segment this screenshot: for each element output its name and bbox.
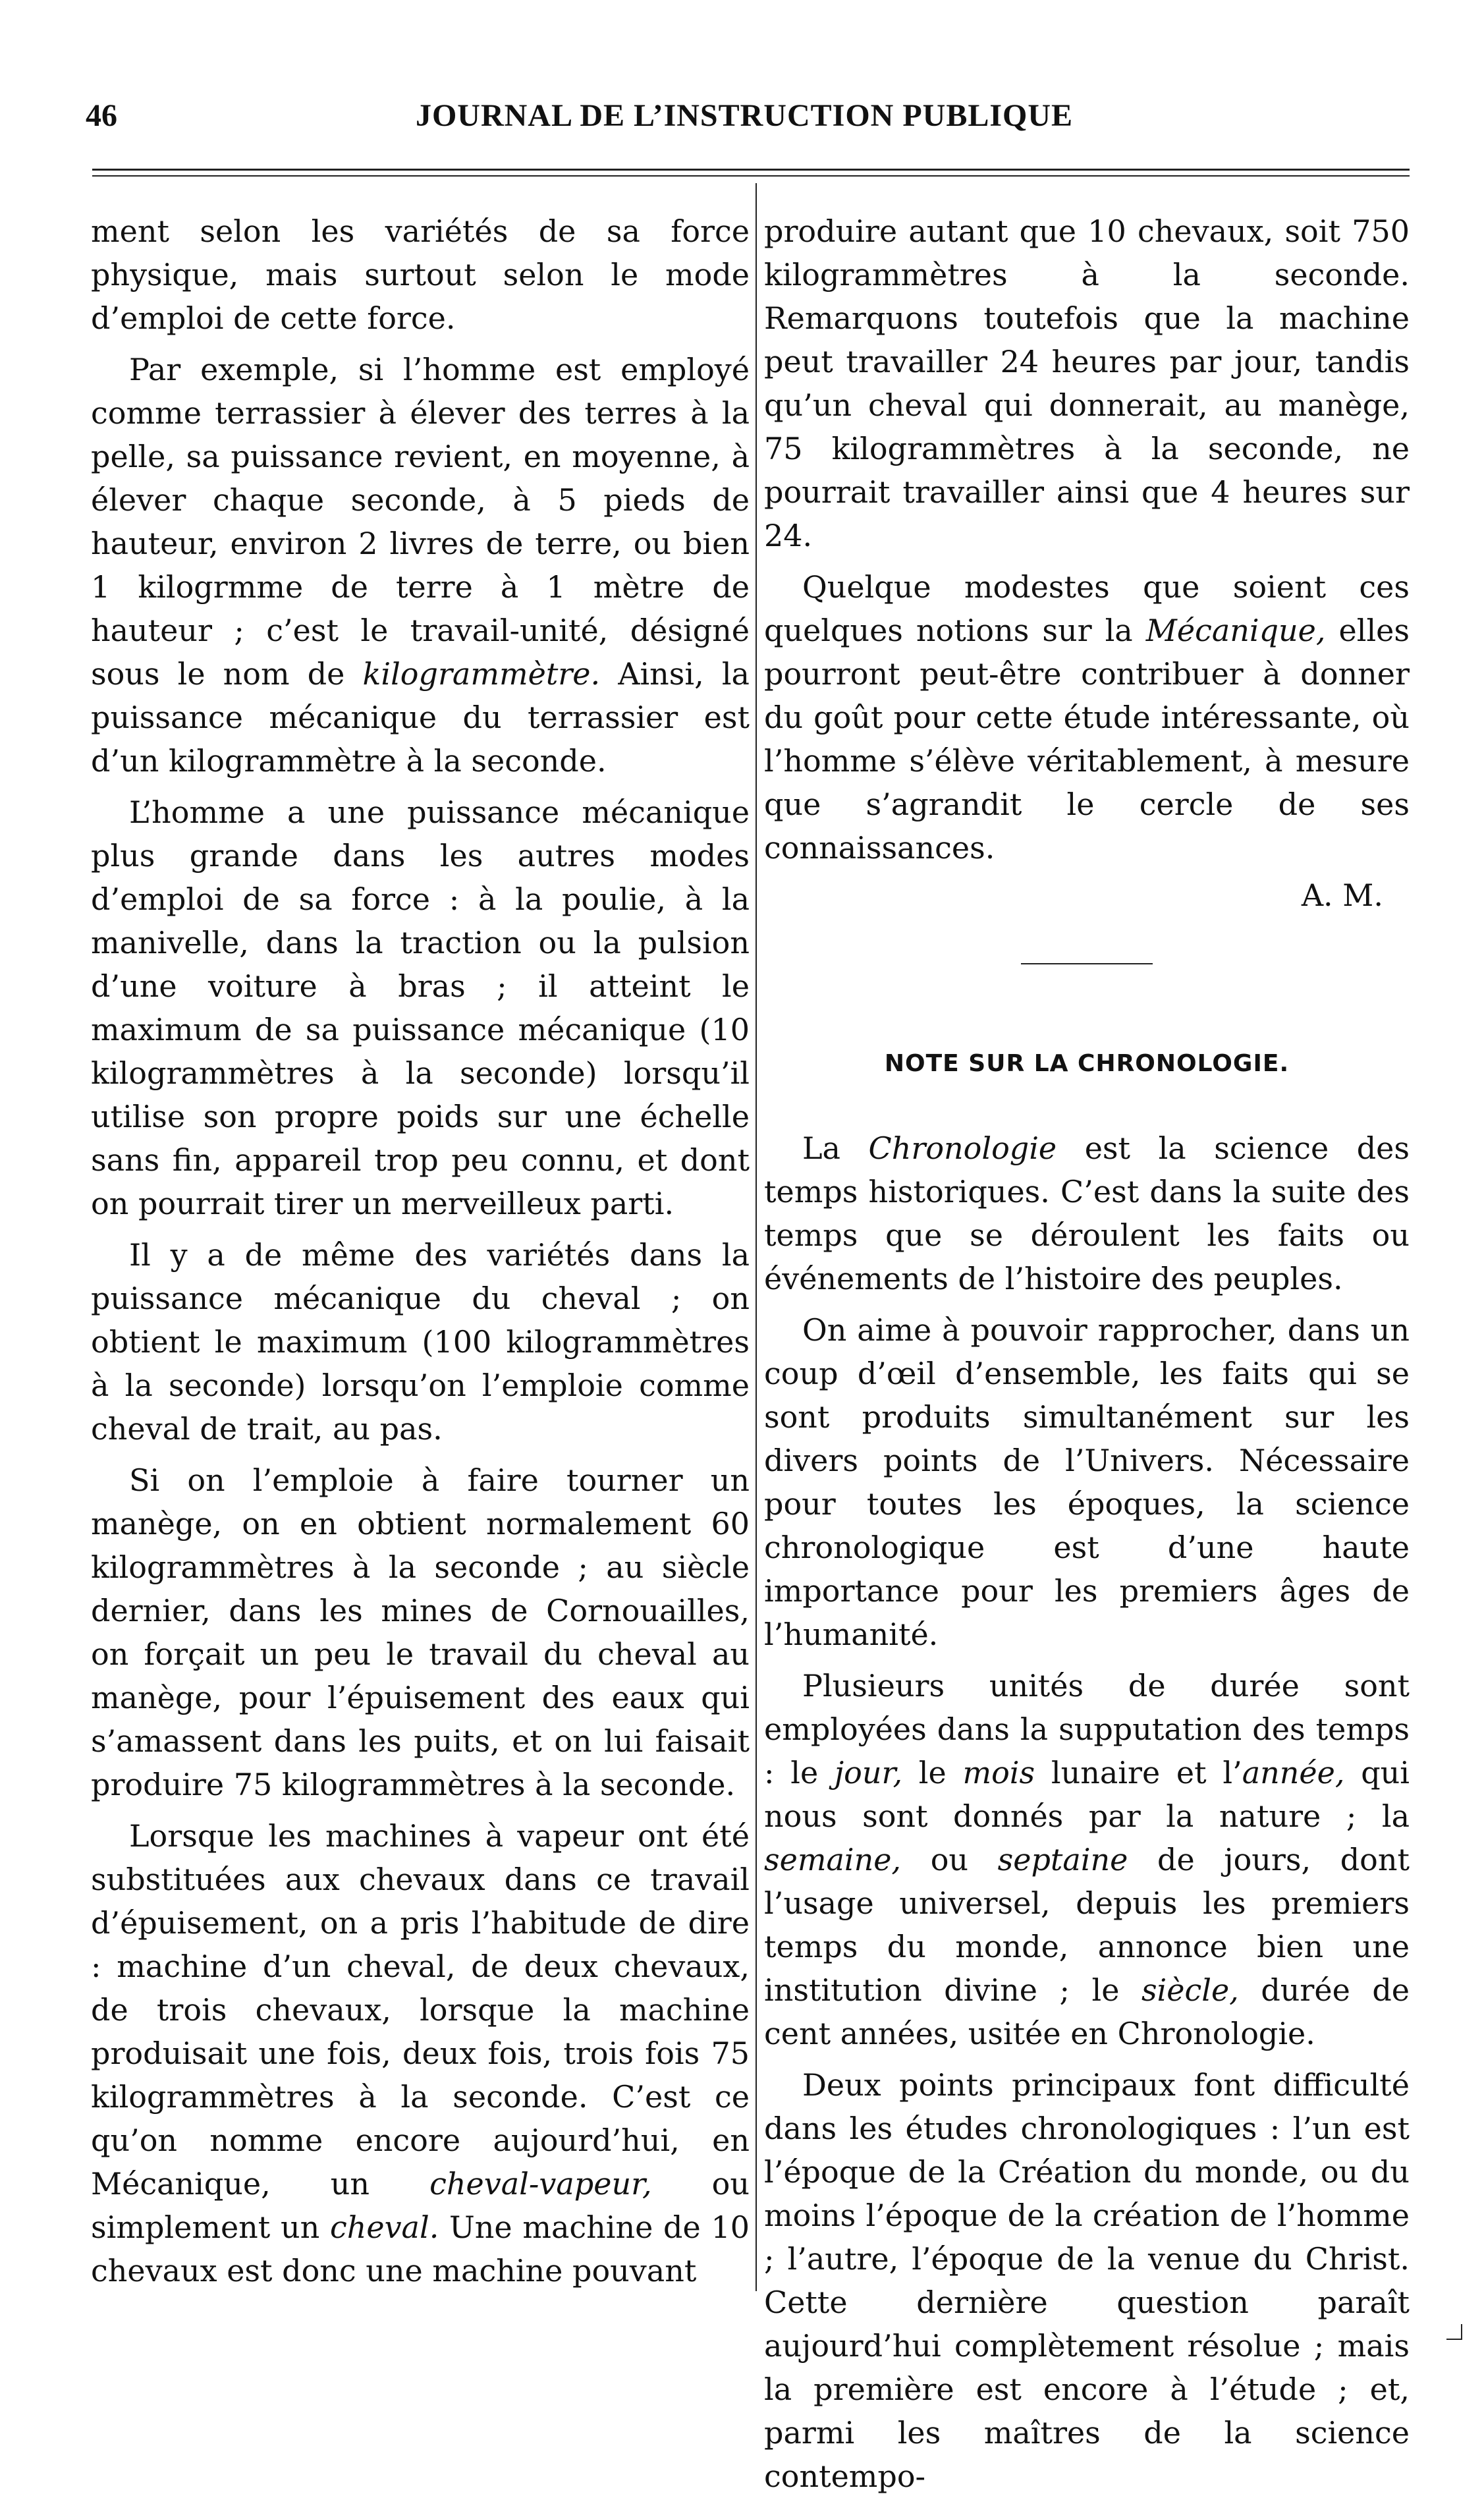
text-run: durée de cent années, usitée en Chronologie. xyxy=(764,1972,1410,2051)
paragraph xyxy=(91,791,750,1225)
paragraph xyxy=(764,209,1410,557)
text-run: elles pourront peut-être contribuer à donner du goût pour cette étude intéressante, où l’homme s’élève véritablement, à mesure que s’agrandit le cercle de ses connaissances. xyxy=(764,613,1410,866)
right-column-text-top xyxy=(764,209,1410,870)
text-run: produire autant que 10 chevaux, soit 750 kilogrammètres à la seconde. Remarquons toutefois que la machine peut travailler 24 heures par jour, tandis qu’un cheval qui donnerait, au manège, 75 kilogrammètres à la seconde, ne pourrait travailler ainsi que 4 heures sur 24. xyxy=(764,213,1410,553)
paragraph xyxy=(91,1233,750,1451)
text-run: La xyxy=(802,1130,869,1166)
text-run: ou simplement un xyxy=(91,2166,750,2245)
paragraph xyxy=(91,209,750,340)
section-heading: NOTE SUR LA CHRONOLOGIE. xyxy=(884,1050,1290,1077)
text-run: L’homme a une puissance mécanique plus grande dans les autres modes d’emploi de sa force : à la poulie, à la manivelle, dans la traction ou la pulsion d’une voiture à bras ; il atteint le maximum de sa puissance mécanique (10 kilogrammètres à la seconde) lorsqu’il utilise son propre poids sur une échelle sans fin, appareil trop peu connu, et dont on pourrait tirer un merveilleux parti. xyxy=(91,794,750,1221)
italic-text: kilogrammètre. xyxy=(362,656,601,692)
italic-text: cheval. xyxy=(329,2209,439,2245)
paragraph xyxy=(764,1308,1410,1656)
text-run: ou xyxy=(901,1842,998,1877)
text-run: Si on l’emploie à faire tourner un manège, on en obtient normalement 60 kilogrammètres à la seconde ; au siècle dernier, dans les mines de Cornouailles, on forçait un peu le travail du cheval au manège, pour l’épuisement des eaux qui s’amassent dans les puits, et on lui faisait produire 75 kilogrammètres à la seconde. xyxy=(91,1462,750,1802)
column-divider xyxy=(756,183,757,2291)
italic-text: Chronologie xyxy=(868,1130,1057,1166)
italic-text: siècle, xyxy=(1141,1972,1239,2008)
text-run: On aime à pouvoir rapprocher, dans un coup d’œil d’ensemble, les faits qui se sont produits simultanément sur les divers points de l’Univers. Nécessaire pour toutes les époques, la science chronologique est d’une haute importance pour les premiers âges de l’humanité. xyxy=(764,1312,1410,1652)
italic-text: cheval-vapeur, xyxy=(429,2166,652,2202)
text-run: Il y a de même des variétés dans la puissance mécanique du cheval ; on obtient le maximum (100 kilogrammètres à la seconde) lorsqu’on l’emploie comme cheval de trait, au pas. xyxy=(91,1237,750,1447)
text-run: est la science des temps historiques. C’est dans la suite des temps que se déroulent les faits ou événements de l’histoire des peuples. xyxy=(764,1130,1410,1296)
text-run: de jours, dont l’usage universel, depuis les premiers temps du monde, annonce bien une institution divine ; le xyxy=(764,1842,1410,2008)
author-signature: A. M. xyxy=(1301,877,1383,913)
paragraph xyxy=(764,1664,1410,2055)
italic-text: jour, xyxy=(834,1755,903,1790)
text-run: le xyxy=(902,1755,963,1790)
text-run: lunaire et l’ xyxy=(1035,1755,1242,1790)
paragraph xyxy=(764,1126,1410,1300)
text-run: Plusieurs unités de durée sont employées dans la supputation des temps : le xyxy=(764,1668,1410,1790)
header-rule-thin xyxy=(92,175,1410,177)
section-separator xyxy=(1021,963,1153,964)
italic-text: année, xyxy=(1242,1755,1345,1790)
italic-text: semaine, xyxy=(764,1842,902,1877)
text-run: Ainsi, la puissance mécanique du terrassier est d’un kilogrammètre à la seconde. xyxy=(91,656,750,779)
text-run: Quelque modestes que soient ces quelques notions sur la xyxy=(764,569,1410,648)
right-column-text-bottom xyxy=(764,1126,1410,2498)
paragraph xyxy=(764,2063,1410,2498)
left-column xyxy=(91,209,750,2292)
page-header xyxy=(86,97,1403,144)
italic-text: septaine xyxy=(997,1842,1128,1877)
paragraph xyxy=(764,565,1410,870)
text-run: Lorsque les machines à vapeur ont été substituées aux chevaux dans ce travail d’épuisement, on a pris l’habitude de dire : machine d’un cheval, de deux chevaux, de trois chevaux, lorsque la machine produisait une fois, deux fois, trois fois 75 kilogrammètres à la seconde. C’est ce qu’on nomme encore aujourd’hui, en Mécanique, un xyxy=(91,1818,750,2202)
page-number: 46 xyxy=(86,98,117,133)
right-column xyxy=(764,209,1410,2498)
text-run: Une machine de 10 chevaux est donc une machine pouvant xyxy=(91,2209,750,2289)
text-run: Par exemple, si l’homme est employé comme terrassier à élever des terres à la pelle, sa puissance revient, en moyenne, à élever chaque seconde, à 5 pieds de hauteur, environ 2 livres de terre, ou bien 1 kilogrmme de terre à 1 mètre de hauteur ; c’est le travail-unité, désigné sous le nom de xyxy=(91,352,750,692)
paragraph xyxy=(91,348,750,783)
text-run: ment selon les variétés de sa force physique, mais surtout selon le mode d’emploi de cette force. xyxy=(91,213,750,336)
page-corner-mark xyxy=(1446,2324,1462,2340)
paragraph xyxy=(91,1814,750,2292)
text-run: qui nous sont donnés par la nature ; la xyxy=(764,1755,1410,1834)
header-rule-thick xyxy=(92,169,1410,171)
text-run: Deux points principaux font difficulté dans les études chronologiques : l’un est l’époque de la Création du monde, ou du moins l’époque de la création de l’homme ; l’autre, l’époque de la venue du Christ. Cette dernière question paraît aujourd’hui complètement résolue ; mais la première est encore à l’étude ; et, parmi les maîtres de la science contempo- xyxy=(764,2067,1410,2494)
running-title: JOURNAL DE L’INSTRUCTION PUBLIQUE xyxy=(415,98,1074,133)
paragraph xyxy=(91,1458,750,1806)
italic-text: Mécanique, xyxy=(1145,613,1326,648)
italic-text: mois xyxy=(962,1755,1035,1790)
